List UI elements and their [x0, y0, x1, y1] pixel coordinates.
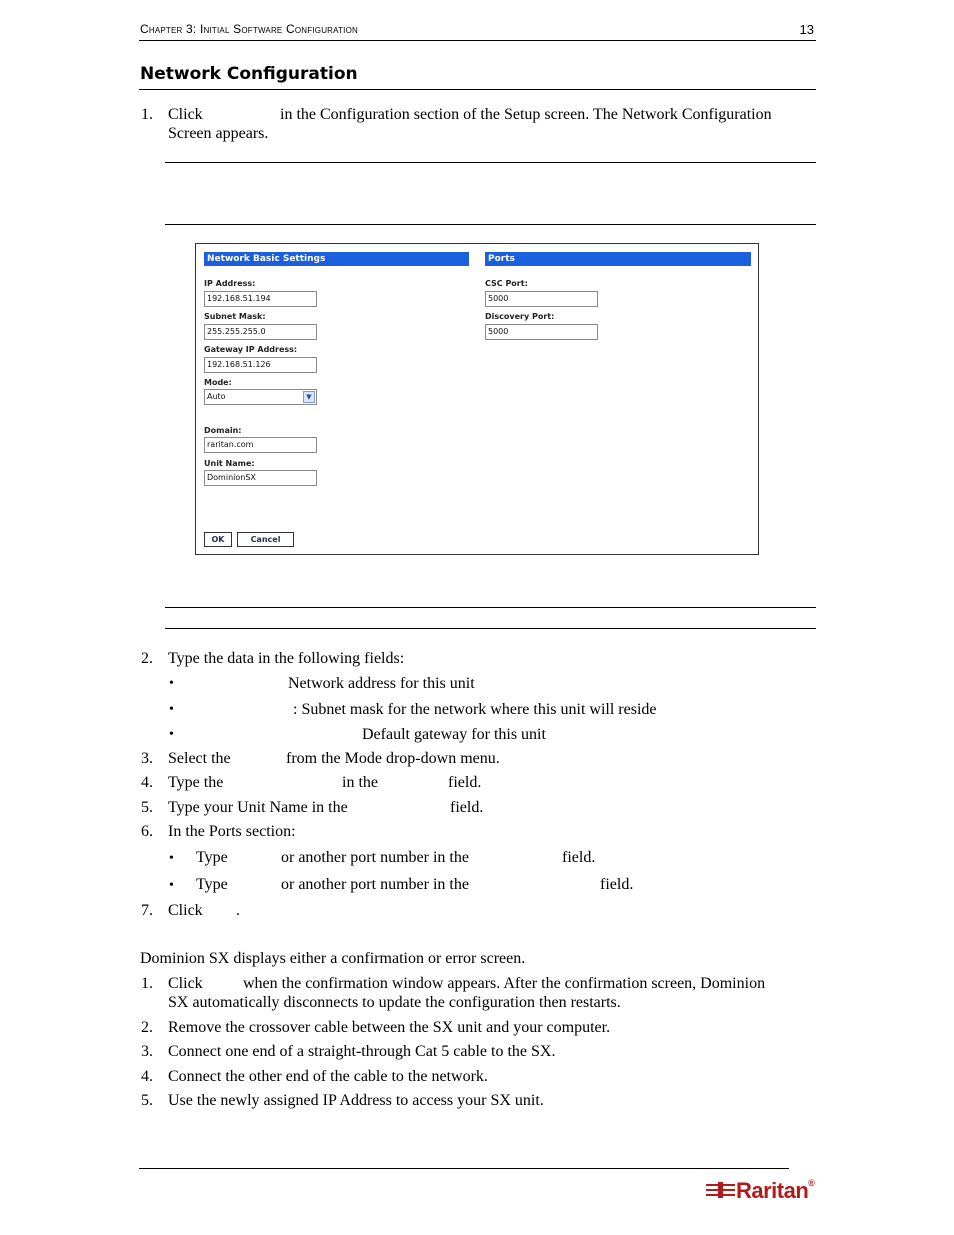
- bullet-subnet-text: : Subnet mask for the network where this unit will reside: [293, 701, 657, 718]
- step4-text-a: Type the: [168, 774, 224, 791]
- step4-text-b: in the: [342, 774, 378, 791]
- port-bullet1-c: field.: [562, 849, 596, 866]
- bullet-icon: •: [169, 878, 174, 893]
- domain-input[interactable]: raritan.com: [204, 437, 317, 453]
- after-step5: Use the newly assigned IP Address to access your SX unit.: [168, 1092, 544, 1109]
- raritan-logo: [706, 1178, 815, 1204]
- ip-address-input[interactable]: 192.168.51.194: [204, 291, 317, 307]
- step-number: 3.: [141, 1043, 153, 1060]
- footer-rule: [139, 1168, 789, 1169]
- basic-settings-header: Network Basic Settings: [204, 252, 469, 266]
- mode-select-value: Auto: [207, 392, 226, 401]
- gateway-ip-label: Gateway IP Address:: [204, 345, 298, 354]
- after-step1-a: Click: [168, 975, 203, 992]
- after-step2: Remove the crossover cable between the SX unit and your computer.: [168, 1019, 611, 1036]
- step-number: 7.: [141, 902, 153, 919]
- discovery-port-label: Discovery Port:: [485, 312, 555, 321]
- step-number: 6.: [141, 823, 153, 840]
- unit-name-label: Unit Name:: [204, 459, 255, 468]
- note-rule-top: [165, 162, 816, 163]
- step3-text-a: Select the: [168, 750, 231, 767]
- step-number: 1.: [141, 106, 153, 123]
- after-step3: Connect one end of a straight-through Cat 5 cable to the SX.: [168, 1043, 556, 1060]
- section-rule: [139, 89, 816, 90]
- csc-port-input[interactable]: 5000: [485, 291, 598, 307]
- port-bullet1-b: or another port number in the: [281, 849, 469, 866]
- result-paragraph: Dominion SX displays either a confirmation or error screen.: [140, 950, 526, 967]
- network-config-screenshot: [195, 243, 759, 555]
- header-rule: [139, 40, 816, 41]
- step4-text-c: field.: [448, 774, 482, 791]
- step7-text-a: Click: [168, 902, 203, 919]
- domain-label: Domain:: [204, 426, 242, 435]
- step1-text-2: Screen appears.: [168, 125, 269, 142]
- step-number: 4.: [141, 1068, 153, 1085]
- discovery-port-input[interactable]: 5000: [485, 324, 598, 340]
- step1-text: in the Configuration section of the Setup screen. The Network Configuration: [280, 106, 772, 123]
- step5-text-b: field.: [450, 799, 484, 816]
- port-bullet1-a: Type: [196, 849, 228, 866]
- bullet-icon: •: [169, 727, 174, 742]
- port-bullet2-c: field.: [600, 876, 634, 893]
- step-number: 5.: [141, 1092, 153, 1109]
- unit-name-input[interactable]: DominionSX: [204, 470, 317, 486]
- csc-port-label: CSC Port:: [485, 279, 528, 288]
- step5-text-a: Type your Unit Name in the: [168, 799, 348, 816]
- step6-text: In the Ports section:: [168, 823, 296, 840]
- step1-click: Click: [168, 106, 203, 123]
- bullet-icon: •: [169, 851, 174, 866]
- mode-label: Mode:: [204, 378, 232, 387]
- ports-header: Ports: [485, 252, 751, 266]
- step3-text-b: from the Mode drop-down menu.: [286, 750, 500, 767]
- raritan-logo-text: Raritan®: [736, 1178, 815, 1203]
- port-bullet2-a: Type: [196, 876, 228, 893]
- gateway-ip-input[interactable]: 192.168.51.126: [204, 357, 317, 373]
- subnet-mask-label: Subnet Mask:: [204, 312, 266, 321]
- step-number: 5.: [141, 799, 153, 816]
- mode-select[interactable]: [204, 389, 317, 405]
- after-step1-b: when the confirmation window appears. After the confirmation screen, Dominion: [243, 975, 766, 992]
- step-number: 2.: [141, 1019, 153, 1036]
- bullet-icon: •: [169, 702, 174, 717]
- cancel-button[interactable]: Cancel: [237, 532, 294, 547]
- ip-address-label: IP Address:: [204, 279, 256, 288]
- raritan-logo-icon: [706, 1180, 736, 1204]
- note-rule-bottom: [165, 224, 816, 225]
- bullet-gateway-text: Default gateway for this unit: [362, 726, 546, 743]
- step-number: 3.: [141, 750, 153, 767]
- note-rule-bottom-2: [165, 628, 816, 629]
- page-number: 13: [799, 22, 814, 37]
- step7-text-b: .: [236, 902, 240, 919]
- running-header-chapter: Chapter 3: Initial Software Configuration: [140, 22, 358, 36]
- bullet-ip-text: Network address for this unit: [288, 675, 475, 692]
- step-number: 4.: [141, 774, 153, 791]
- bullet-icon: •: [169, 676, 174, 691]
- step2-text: Type the data in the following fields:: [168, 650, 405, 667]
- after-step1-c: SX automatically disconnects to update the configuration then restarts.: [168, 994, 621, 1011]
- ok-button[interactable]: OK: [204, 532, 232, 547]
- port-bullet2-b: or another port number in the: [281, 876, 469, 893]
- step-number: 2.: [141, 650, 153, 667]
- note-rule-top-2: [165, 607, 816, 608]
- section-title: Network Configuration: [140, 64, 358, 84]
- after-step4: Connect the other end of the cable to the network.: [168, 1068, 488, 1085]
- step-number: 1.: [141, 975, 153, 992]
- subnet-mask-input[interactable]: 255.255.255.0: [204, 324, 317, 340]
- chevron-down-icon[interactable]: ▼: [303, 391, 315, 403]
